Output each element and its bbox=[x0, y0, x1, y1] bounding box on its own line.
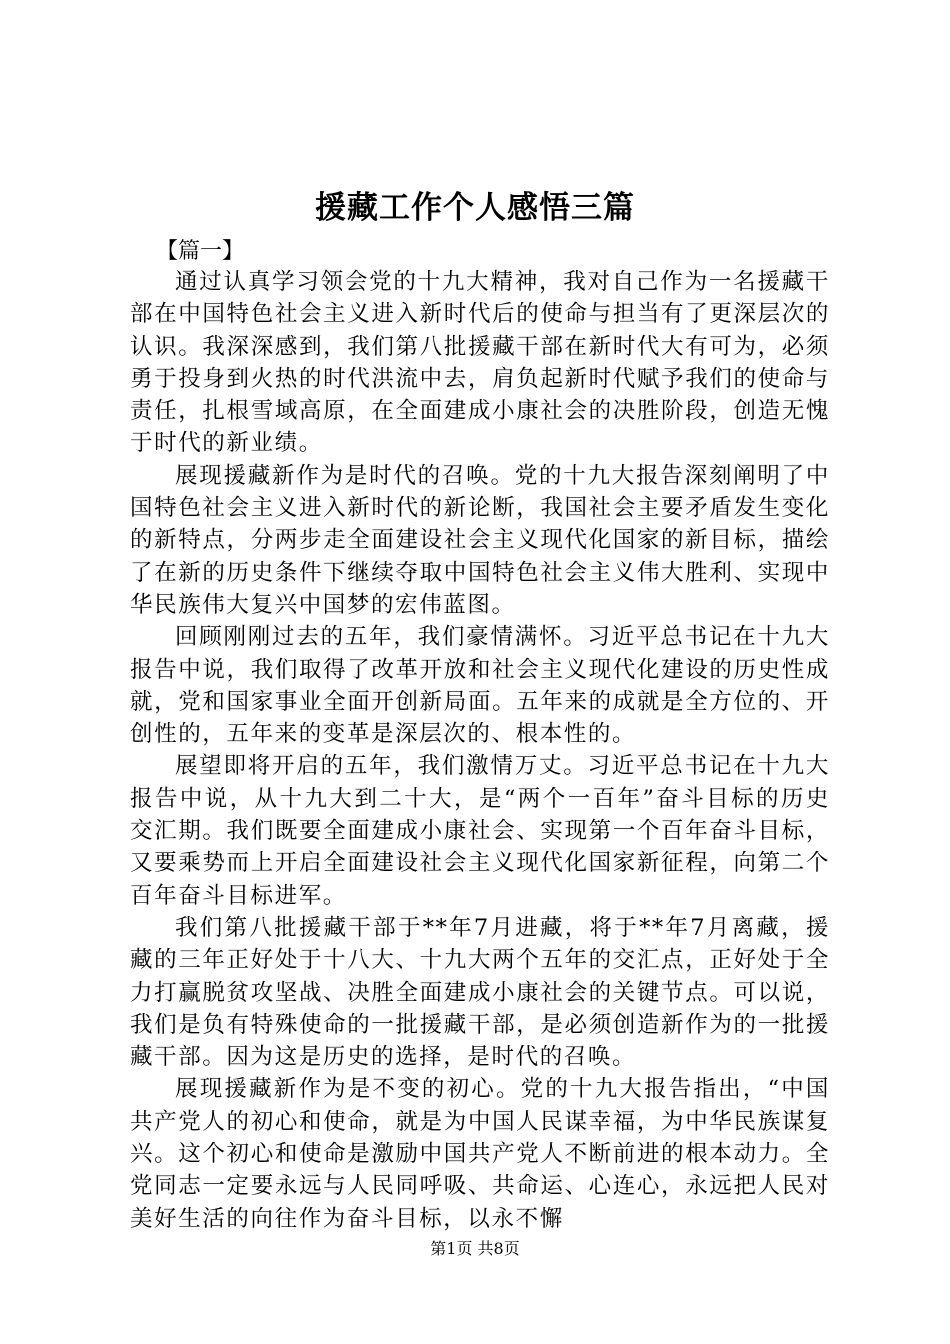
paragraph: 展现援藏新作为是不变的初心。党的十九大报告指出，“中国共产党人的初心和使命，就是为中国人民谋幸福，为中华民族谋复兴。这个初心和使命是激励中国共产党人不断前进的根本动力。全党同志一定要永远与人民同呼吸、共命运、心连心，永远把人民对美好生活的向往作为奋斗目标，以永不懈 bbox=[130, 1076, 830, 1232]
document-body bbox=[130, 266, 830, 1235]
paragraph: 回顾刚刚过去的五年，我们豪情满怀。习近平总书记在十九大报告中说，我们取得了改革开放和社会主义现代化建设的历史性成就，党和国家事业全面开创新局面。五年来的成就是全方位的、开创性的，五年来的变革是深层次的、根本性的。 bbox=[130, 624, 830, 748]
paragraph: 展望即将开启的五年，我们激情万丈。习近平总书记在十九大报告中说，从十九大到二十大，是“两个一百年”奋斗目标的历史交汇期。我们既要全面建成小康社会、实现第一个百年奋斗目标，又要乘势而上开启全面建设社会主义现代化国家新征程，向第二个百年奋斗目标进军。 bbox=[130, 753, 830, 909]
paragraph: 我们第八批援藏干部于**年7月进藏，将于**年7月离藏，援藏的三年正好处于十八大、十九大两个五年的交汇点，正好处于全力打赢脱贫攻坚战、决胜全面建成小康社会的关键节点。可以说，我们是负有特殊使命的一批援藏干部，是必须创造新作为的一批援藏干部。因为这是历史的选择，是时代的召唤。 bbox=[130, 914, 830, 1071]
document-title: 援藏工作个人感悟三篇 bbox=[315, 190, 635, 226]
paragraph: 通过认真学习领会党的十九大精神，我对自己作为一名援藏干部在中国特色社会主义进入新时代后的使命与担当有了更深层次的认识。我深深感到，我们第八批援藏干部在新时代大有可为，必须勇于投身到火热的时代洪流中去，肩负起新时代赋予我们的使命与责任，扎根雪域高原，在全面建成小康社会的决胜阶段，创造无愧于时代的新业绩。 bbox=[130, 269, 830, 457]
page-footer: 第1页 共8页 bbox=[430, 1239, 520, 1258]
section-label: 【篇一】 bbox=[156, 239, 245, 264]
paragraph: 展现援藏新作为是时代的召唤。党的十九大报告深刻阐明了中国特色社会主义进入新时代的新论断，我国社会主要矛盾发生变化的新特点，分两步走全面建设社会主义现代化国家的新目标，描绘了在新的历史条件下继续夺取中国特色社会主义伟大胜利、实现中华民族伟大复兴中国梦的宏伟蓝图。 bbox=[130, 462, 830, 618]
